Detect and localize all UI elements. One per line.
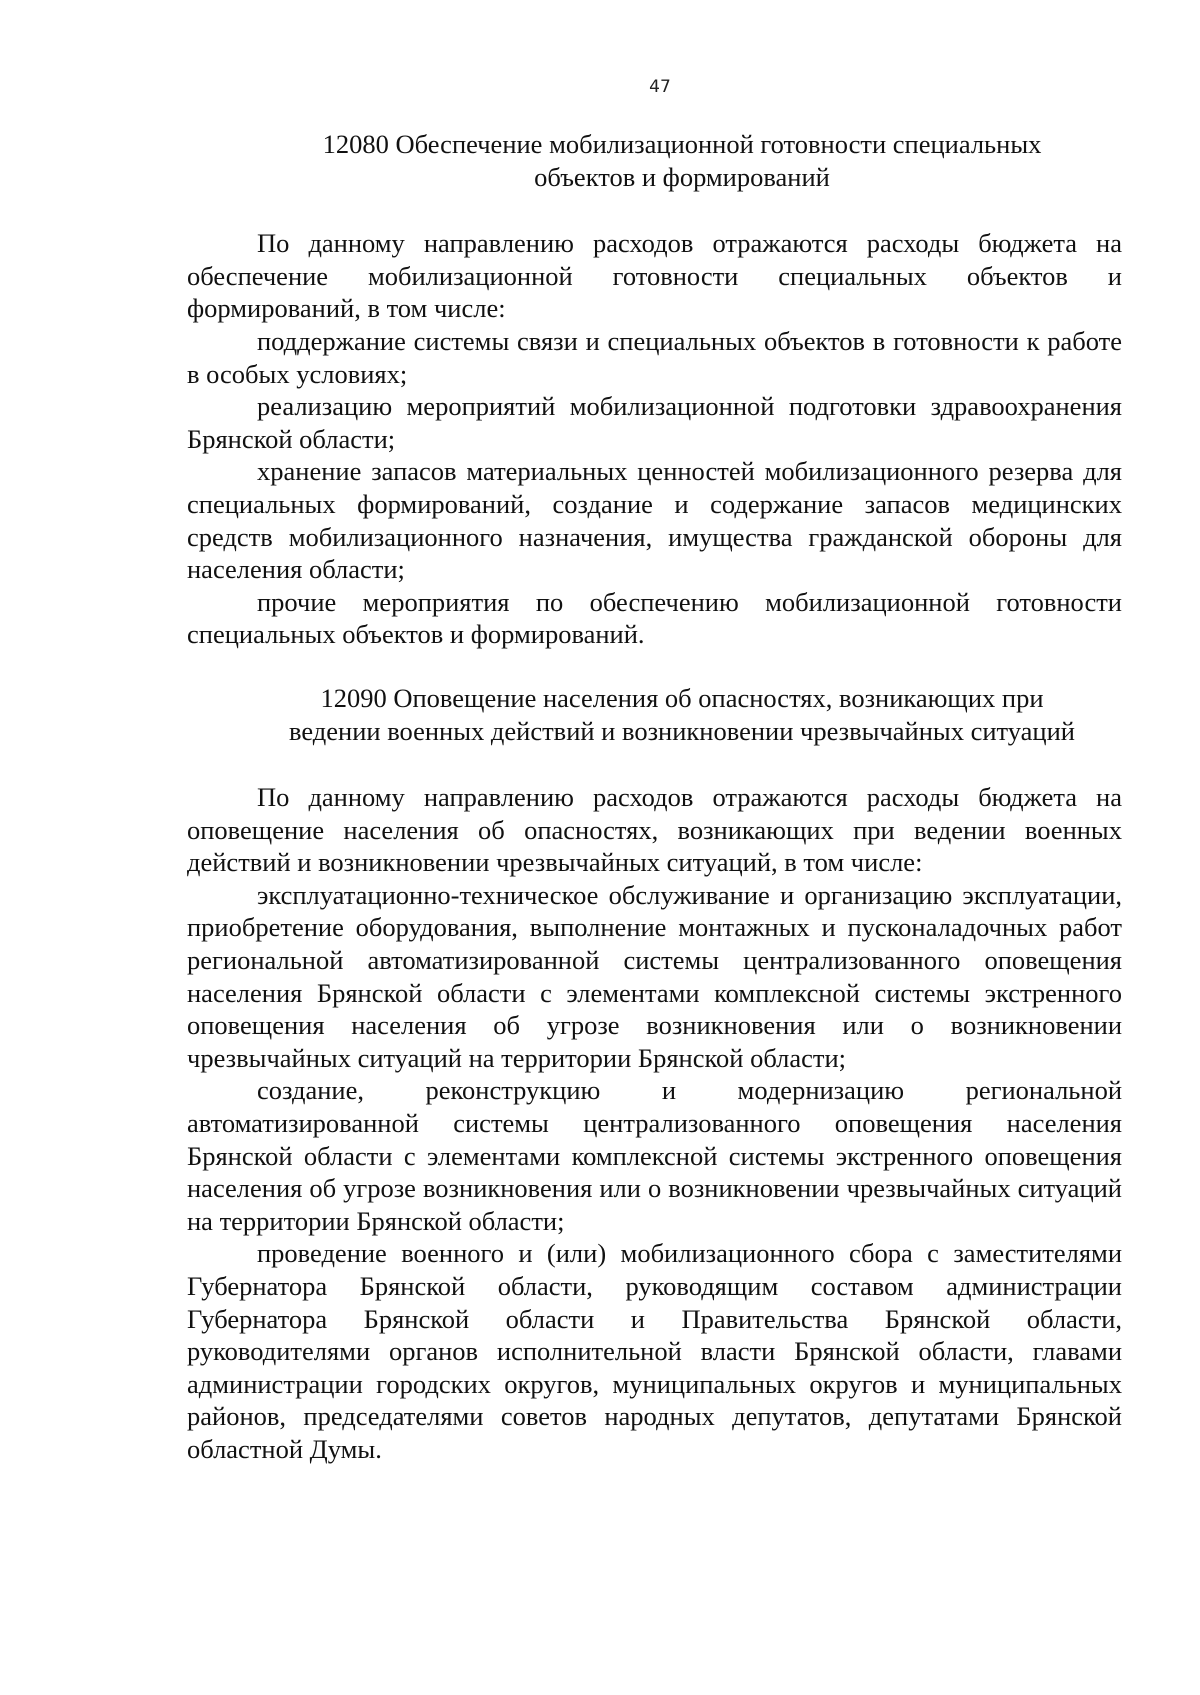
section-heading-12080 bbox=[187, 128, 1122, 193]
heading-line: 12090 Оповещение населения об опасностях, возникающих при bbox=[320, 682, 1044, 713]
paragraph: прочие мероприятия по обеспечению мобилизационной готовности специальных объектов и формирований. bbox=[187, 586, 1122, 650]
heading-line: объектов и формирований bbox=[534, 161, 830, 192]
paragraph: поддержание системы связи и специальных объектов в готовности к работе в особых условиях; bbox=[187, 325, 1122, 389]
paragraph: По данному направлению расходов отражаются расходы бюджета на оповещение населения об опасностях, возникающих при ведении военных действий и возникновении чрезвычайных ситуаций, в том числе: bbox=[187, 782, 1122, 878]
heading-line: 12080 Обеспечение мобилизационной готовности специальных bbox=[322, 129, 1042, 159]
page-number: 47 bbox=[649, 77, 671, 97]
paragraph: проведение военного и (или) мобилизационного сбора с заместителями Губернатора Брянской области, руководящим составом администрации Губернатора Брянской области и Правительства Брянской области, руководителями органов исполнительной власти Брянской области, главами администрации городских округов, муниципальных округов и муниципальных районов, председателями советов народных депутатов, депутатами Брянской областной Думы. bbox=[187, 1238, 1122, 1464]
section-heading-12090 bbox=[187, 682, 1122, 747]
heading-line: ведении военных действий и возникновении чрезвычайных ситуаций bbox=[289, 715, 1075, 746]
paragraph: По данному направлению расходов отражаются расходы бюджета на обеспечение мобилизационной готовности специальных объектов и формирований, в том числе: bbox=[187, 228, 1122, 324]
document-body bbox=[187, 128, 1122, 1466]
paragraph: создание, реконструкцию и модернизацию региональной автоматизированной системы централизованного оповещения населения Брянской области с элементами комплексной системы экстренного оповещения населения об угрозе возникновения или о возникновении чрезвычайных ситуаций на территории Брянской области; bbox=[187, 1075, 1122, 1236]
paragraph: реализацию мероприятий мобилизационной подготовки здравоохранения Брянской области; bbox=[187, 391, 1122, 454]
paragraph: эксплуатационно-техническое обслуживание и организацию эксплуатации, приобретение оборудования, выполнение монтажных и пусконаладочных работ региональной автоматизированной системы централизованного оповещения населения Брянской области с элементами комплексной системы экстренного оповещения населения об угрозе возникновения или о возникновении чрезвычайных ситуаций на территории Брянской области; bbox=[187, 879, 1122, 1073]
paragraph: хранение запасов материальных ценностей мобилизационного резерва для специальных формирований, создание и содержание запасов медицинских средств мобилизационного назначения, имущества гражданской обороны для населения области; bbox=[187, 456, 1122, 585]
